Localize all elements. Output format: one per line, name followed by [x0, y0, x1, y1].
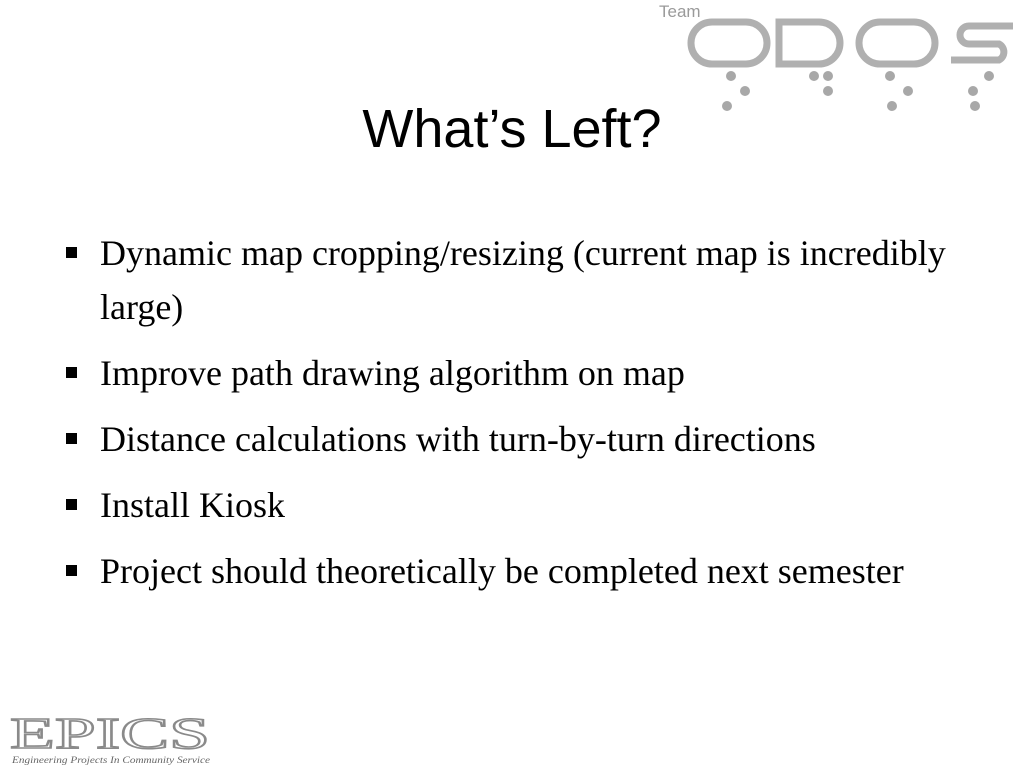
bullet-item: [64, 226, 964, 334]
bullet-text: Dynamic map cropping/resizing (current map is incredibly large): [100, 233, 946, 327]
bullet-item: [64, 478, 964, 532]
bullet-text: Project should theoretically be completed next semester: [100, 551, 904, 591]
team-word: Team: [659, 2, 701, 21]
slide-title: What’s Left?: [362, 99, 662, 159]
team-odos-logo: [655, 0, 1024, 115]
epics-tagline: Engineering Projects In Community Service: [10, 755, 211, 765]
bullet-item: [64, 346, 964, 400]
square-bullet-icon: [66, 499, 77, 510]
epics-logo: [8, 712, 218, 768]
square-bullet-icon: [66, 367, 77, 378]
odos-letters: [691, 22, 1013, 64]
bullet-item: [64, 412, 964, 466]
square-bullet-icon: [66, 565, 77, 576]
bullet-text: Install Kiosk: [100, 485, 285, 525]
bullet-list: [64, 226, 964, 610]
bullet-text: Distance calculations with turn-by-turn directions: [100, 419, 816, 459]
bullet-text: Improve path drawing algorithm on map: [100, 353, 685, 393]
square-bullet-icon: [66, 433, 77, 444]
epics-acronym: EPICS: [10, 712, 210, 758]
square-bullet-icon: [66, 247, 77, 258]
bullet-item: [64, 544, 964, 598]
